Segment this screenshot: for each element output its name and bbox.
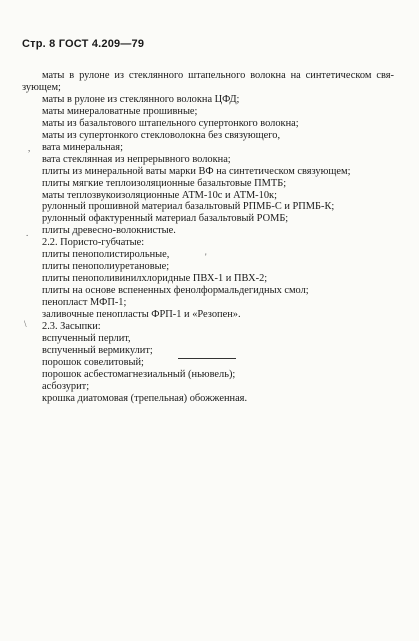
text-line: 2.3. Засыпки: [42, 321, 101, 333]
scan-mark: , [28, 143, 31, 153]
text-line: маты из базальтового штапельного супертонкого волокна; [42, 117, 299, 129]
text-line: рулонный прошивной материал базальтовый РПМБ-С и РПМБ-К; [42, 201, 335, 213]
text-line: вспученный перлит, [42, 332, 131, 344]
text-line: плиты из минеральной ваты марки ВФ на синтетическом связующем; [42, 165, 351, 177]
text-line: маты из супертонкого стекловолокна без связующего, [42, 129, 281, 141]
text-line: плиты пенополивинилхлоридные ПВХ-1 и ПВХ-2; [42, 273, 268, 285]
scan-mark: \ [24, 319, 27, 329]
text-line: 2.2. Пористо-губчатые: [42, 237, 145, 249]
text-line: плиты мягкие теплоизоляционные базальтовые ПМТБ; [42, 177, 287, 189]
text-line: крошка диатомовая (трепельная) обожженная. [42, 392, 248, 404]
text-line: вата стеклянная из непрерывного волокна; [42, 153, 231, 165]
text-line: порошок асбестомагнезиальный (ньювель); [42, 368, 236, 380]
text-line: плиты древесно-волокнистые. [42, 225, 176, 237]
text-line: маты теплозвукоизоляционные АТМ-10с и АТМ-10к; [42, 189, 277, 201]
text-line: пенопласт МФП-1; [42, 297, 127, 309]
scan-mark: . [26, 228, 29, 238]
text-line: заливочные пенопласты ФРП-1 и «Резопен». [42, 309, 241, 321]
text-line: асбозурит; [42, 380, 90, 392]
document-body [22, 70, 394, 405]
text-line: порошок совелитовый; [42, 356, 144, 368]
text-line: маты минераловатные прошивные; [42, 105, 198, 117]
page-header: Стр. 8 ГОСТ 4.209—79 [22, 38, 145, 50]
text-line: рулонный офактуренный материал базальтовый РОМБ; [42, 213, 289, 225]
text-line: плиты на основе вспененных фенолформальдегидных смол; [42, 285, 309, 297]
section-divider [178, 358, 236, 359]
text-line: плиты пенополиуретановые; [42, 261, 170, 273]
text-line: вата минеральная; [42, 141, 123, 153]
text-line: вспученный вермикулит; [42, 344, 153, 356]
text-line: зующем; [22, 81, 61, 93]
scan-mark: ' [205, 252, 207, 262]
text-line: маты в рулоне из стеклянного штапельного волокна на синтетическом свя- [42, 70, 394, 81]
text-line: маты в рулоне из стеклянного волокна ЦФД; [42, 93, 240, 105]
text-line: плиты пенополистирольные, [42, 249, 170, 261]
